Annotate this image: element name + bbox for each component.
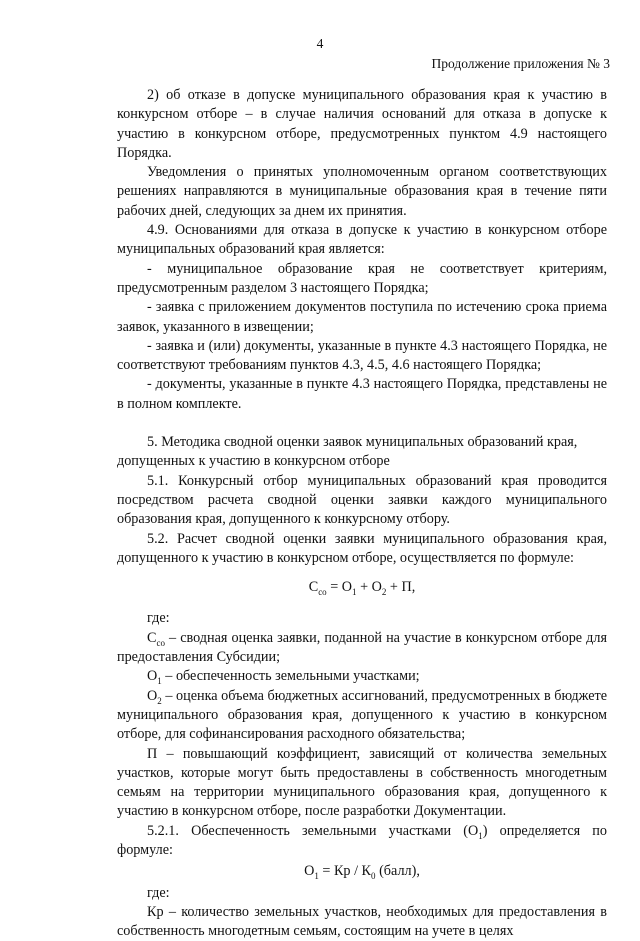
- section-heading: 5. Методика сводной оценки заявок муниципальных образований края, допущенных к участию в конкурсном отборе: [117, 434, 578, 470]
- definition: П – повышающий коэффициент, зависящий от количества земельных участков, которые могут быть предоставлены в собственность многодетным семьям на территории муниципального образования края, допущенного к участию в конкурсном отборе, после разработки Документации.: [117, 745, 607, 820]
- paragraph: 4.9. Основаниями для отказа в допуске к участию в конкурсном отборе муниципальных образований края является:: [117, 222, 607, 258]
- paragraph: 5.1. Конкурсный отбор муниципальных образований края проводится посредством расчета сводной оценки заявки каждого муниципального образования края, допущенного к конкурсному отбору.: [117, 472, 607, 528]
- document-body: [117, 86, 607, 941]
- definition: $С_{со}$ – сводная оценка заявки, поданной на участие в конкурсном отборе для предоставления Субсидии;: [117, 629, 607, 666]
- list-item: - заявка с приложением документов поступила по истечению срока приема заявок, указанного в извещении;: [117, 299, 607, 335]
- definition: $О_2$ – оценка объема бюджетных ассигнований, предусмотренных в бюджете муниципального образования края, допущенного к участию в конкурсном отборе, для софинансирования расходного обязательства;: [117, 687, 607, 743]
- list-item: - муниципальное образование края не соответствует критериям, предусмотренным разделом 3 настоящего Порядка;: [117, 260, 607, 296]
- list-item: - заявка и (или) документы, указанные в пункте 4.3 настоящего Порядка, не соответствуют требованиям пунктов 4.3, 4.5, 4.6 настоящего Порядка;: [117, 337, 607, 374]
- paragraph: 5.2.1. Обеспеченность земельными участками $(О_1)$ определяется по формуле:: [117, 822, 607, 858]
- formula-summary-score: $С_{со} = О_1 + О_2 + П$,: [308, 579, 416, 597]
- definition: $О_1$ – обеспеченность земельными участками;: [147, 668, 420, 687]
- paragraph: Уведомления о принятых уполномоченным органом соответствующих решениях направляются в муниципальные образования края в течение пяти рабочих дней, следующих за днем их принятия.: [117, 164, 607, 219]
- definition: Кр – количество земельных участков, необходимых для предоставления в собственность многодетным семьям, состоящим на учете в целях: [117, 903, 607, 940]
- where-label: где:: [147, 884, 170, 901]
- list-item: - документы, указанные в пункте 4.3 настоящего Порядка, представлены не в полном комплекте.: [117, 376, 607, 412]
- paragraph: 5.2. Расчет сводной оценки заявки муниципального образования края, допущенного к участию в конкурсном отборе, осуществляется по формуле:: [117, 530, 607, 566]
- appendix-continuation-note: Продолжение приложения № 3: [431, 56, 610, 71]
- where-label: где:: [147, 610, 170, 627]
- page-number: 4: [316, 36, 324, 51]
- paragraph: 2) об отказе в допуске муниципального образования края к участию в конкурсном отборе – в случае наличия оснований для отказа в допуске к участию в конкурсном отборе, предусмотренных пунктом 4.9 настоящего Порядка.: [117, 87, 607, 161]
- formula-land-provision: $О_1$ = Кр / $К_0$ (балл),: [304, 863, 420, 882]
